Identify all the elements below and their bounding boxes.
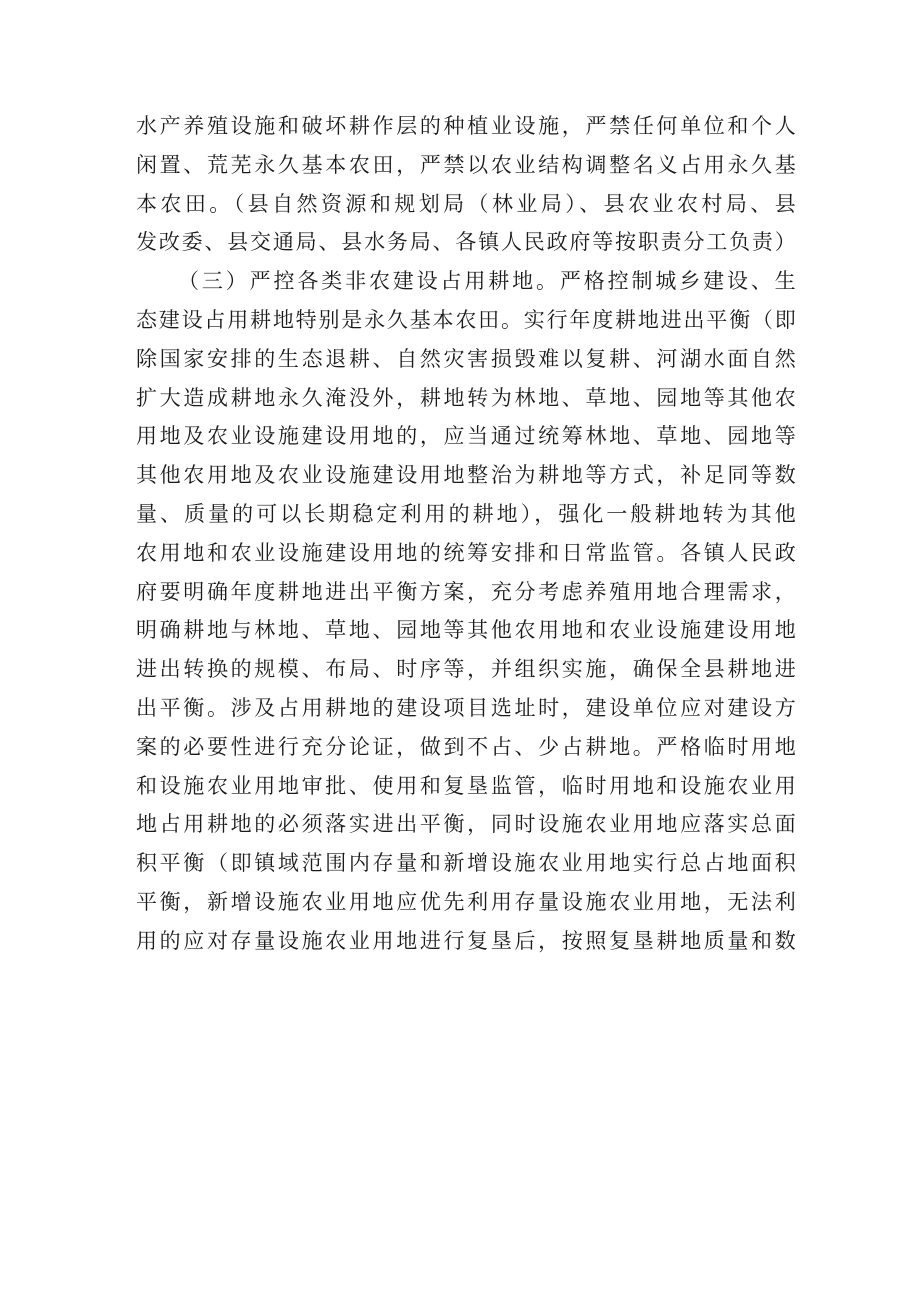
text-line: 本农田。（县自然资源和规划局（林业局）、县农业农村局、县 <box>136 191 796 216</box>
text-line: 出平衡。涉及占用耕地的建设项目选址时，建设单位应对建设方 <box>136 695 796 720</box>
section-heading-line: （三）严控各类非农建设占用耕地。严格控制城乡建设、生 <box>178 269 796 294</box>
text-line: 和设施农业用地审批、使用和复垦监管，临时用地和设施农业用 <box>136 773 796 798</box>
text-line: 用的应对存量设施农业用地进行复垦后，按照复垦耕地质量和数 <box>136 928 796 953</box>
text-line: 闲置、荒芜永久基本农田，严禁以农业结构调整名义占用永久基 <box>136 152 796 177</box>
text-line: 案的必要性进行充分论证，做到不占、少占耕地。严格临时用地 <box>136 734 796 759</box>
text-line: 扩大造成耕地永久淹没外，耕地转为林地、草地、园地等其他农 <box>136 385 796 410</box>
text-line: 积平衡（即镇域范围内存量和新增设施农业用地实行总占地面积 <box>136 851 796 876</box>
text-line: 除国家安排的生态退耕、自然灾害损毁难以复耕、河湖水面自然 <box>136 346 796 371</box>
text-line: 平衡，新增设施农业用地应优先利用存量设施农业用地，无法利 <box>136 889 796 914</box>
text-line: 府要明确年度耕地进出平衡方案，充分考虑养殖用地合理需求， <box>136 579 796 604</box>
text-line: 用地及农业设施建设用地的，应当通过统筹林地、草地、园地等 <box>136 424 796 449</box>
text-line: 量、质量的可以长期稳定利用的耕地），强化一般耕地转为其他 <box>136 501 796 526</box>
text-line: 进出转换的规模、布局、时序等，并组织实施，确保全县耕地进 <box>136 657 796 682</box>
body-text <box>136 107 796 961</box>
text-line: 态建设占用耕地特别是永久基本农田。实行年度耕地进出平衡（即 <box>136 307 796 332</box>
text-line: 水产养殖设施和破坏耕作层的种植业设施，严禁任何单位和个人 <box>136 114 796 138</box>
text-line: 其他农用地及农业设施建设用地整治为耕地等方式，补足同等数 <box>136 463 796 488</box>
text-line: 明确耕地与林地、草地、园地等其他农用地和农业设施建设用地 <box>136 618 796 643</box>
text-line: 地占用耕地的必须落实进出平衡，同时设施农业用地应落实总面 <box>136 812 796 837</box>
text-line: 发改委、县交通局、县水务局、各镇人民政府等按职责分工负责） <box>136 230 796 255</box>
text-line: 农用地和农业设施建设用地的统筹安排和日常监管。各镇人民政 <box>136 540 796 565</box>
